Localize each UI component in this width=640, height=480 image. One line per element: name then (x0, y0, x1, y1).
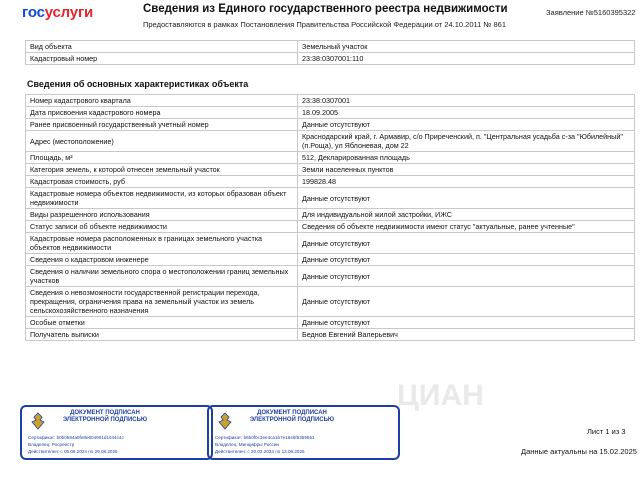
table-row (26, 152, 635, 164)
gosuslugi-logo: госуслуги (22, 4, 94, 21)
row-label: Дата присвоения кадастрового номера (26, 107, 298, 119)
section-title: Сведения об основных характеристиках объекта (27, 79, 249, 89)
row-label: Категория земель, к которой отнесен земельный участок (26, 164, 298, 176)
row-value: Земли населенных пунктов (298, 164, 635, 176)
sheet-number: Лист 1 из 3 (587, 427, 626, 436)
row-value: Беднов Евгений Валерьевич (298, 329, 635, 341)
row-label: Кадастровые номера расположенных в границах земельного участка объектов недвижимости (26, 233, 298, 254)
row-value: Данные отсутствуют (298, 233, 635, 254)
coat-of-arms-icon (215, 411, 235, 431)
table-row (26, 287, 635, 317)
table-row (26, 221, 635, 233)
document-title: Сведения из Единого государственного реестра недвижимости (143, 3, 508, 15)
row-label: Виды разрешенного использования (26, 209, 298, 221)
table-row (26, 41, 635, 53)
row-value: Данные отсутствуют (298, 317, 635, 329)
characteristics-table (25, 94, 635, 341)
table-row (26, 119, 635, 131)
coat-of-arms-icon (28, 411, 48, 431)
row-label: Ранее присвоенный государственный учетный номер (26, 119, 298, 131)
row-value: 23:38:0307001 (298, 95, 635, 107)
table-row (26, 254, 635, 266)
row-value: Данные отсутствуют (298, 188, 635, 209)
row-value: Данные отсутствуют (298, 287, 635, 317)
row-value: 512, Декларированная площадь (298, 152, 635, 164)
row-value: Данные отсутствуют (298, 266, 635, 287)
signature-stamp-2: ДОКУМЕНТ ПОДПИСАН ЭЛЕКТРОННОЙ ПОДПИСЬЮ Сертификат: b5b0f0c3ee4ca1b7e1646f5359551 Владелец: Минцифры России Действителен: с 20.03.2024 по 13.06.2025 (207, 405, 400, 460)
table-row (26, 95, 635, 107)
table-row (26, 188, 635, 209)
row-label: Вид объекта (26, 41, 298, 53)
table-row (26, 107, 635, 119)
row-label: Получатель выписки (26, 329, 298, 341)
row-value: 199828.48 (298, 176, 635, 188)
row-label: Сведения о невозможности государственной регистрации перехода, прекращения, ограничения права на земельный участок из земель сельскохозяйственного назначения (26, 287, 298, 317)
header (0, 0, 640, 34)
table-row (26, 266, 635, 287)
row-label: Сведения о кадастровом инженере (26, 254, 298, 266)
row-label: Сведения о наличии земельного спора о местоположении границ земельных участков (26, 266, 298, 287)
row-label: Номер кадастрового квартала (26, 95, 298, 107)
row-value: Краснодарский край, г. Армавир, с/о Приреченский, п. "Центральная усадьба с-за "Юбилейный" (п.Роща), ул Яблоневая, дом 22 (298, 131, 635, 152)
table-row (26, 53, 635, 65)
row-value: Для индивидуальной жилой застройки, ИЖС (298, 209, 635, 221)
object-table (25, 40, 635, 65)
row-label: Площадь, м² (26, 152, 298, 164)
table-row (26, 329, 635, 341)
table-row (26, 317, 635, 329)
row-value: Земельный участок (298, 41, 635, 53)
table-row (26, 131, 635, 152)
table-row (26, 209, 635, 221)
table-row (26, 233, 635, 254)
row-label: Кадастровые номера объектов недвижимости, из которых образован объект недвижимости (26, 188, 298, 209)
row-value: Данные отсутствуют (298, 119, 635, 131)
row-label: Адрес (местоположение) (26, 131, 298, 152)
actual-date: Данные актуальны на 15.02.2025 (521, 447, 637, 456)
row-value: Сведения об объекте недвижимости имеют статус "актуальные, ранее учтенные" (298, 221, 635, 233)
document-subtitle: Предоставляются в рамках Постановления Правительства Российской Федерации от 24.10.2011 № 861 (143, 20, 507, 29)
table-row (26, 176, 635, 188)
row-value: Данные отсутствуют (298, 254, 635, 266)
row-label: Статус записи об объекте недвижимости (26, 221, 298, 233)
statement-number: Заявление №5160395322 (546, 8, 636, 17)
row-value: 23:38:0307001:110 (298, 53, 635, 65)
row-label: Кадастровый номер (26, 53, 298, 65)
table-row (26, 164, 635, 176)
watermark: ЦИАН (397, 379, 484, 412)
signature-stamp-1: ДОКУМЕНТ ПОДПИСАН ЭЛЕКТРОННОЙ ПОДПИСЬЮ Сертификат: b0b0584a9fe8e604901d1044c4c Владелец: Росреестр Действителен: с 05.06.2024 по 29.08.2025 (20, 405, 213, 460)
row-label: Особые отметки (26, 317, 298, 329)
row-label: Кадастровая стоимость, руб (26, 176, 298, 188)
row-value: 18.09.2005 (298, 107, 635, 119)
